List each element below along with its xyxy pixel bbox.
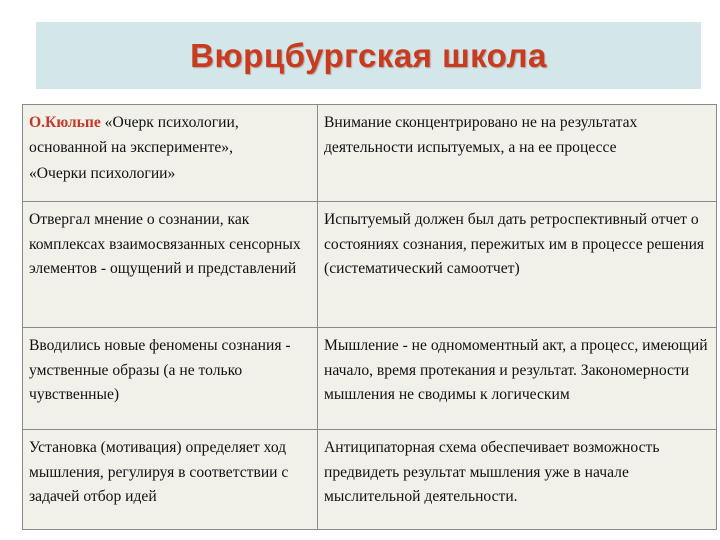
table-row [23, 430, 717, 530]
book-titles: «Очерк психологии, основанной на эксперименте», [29, 114, 239, 156]
book-title-second: «Очерки психологии» [29, 165, 176, 182]
table-cell-left: Вводились новые феномены сознания - умственные образы (а не только чувственные) [23, 328, 318, 430]
table-cell-left [23, 105, 318, 202]
table-row [23, 105, 717, 202]
author-name: О.Кюльпе [29, 114, 101, 131]
comparison-table [22, 104, 717, 530]
slide-title: Вюрцбургская школа [190, 36, 547, 74]
table-row [23, 202, 717, 328]
table-row [23, 328, 717, 430]
table-cell-left: Установка (мотивация) определяет ход мышления, регулируя в соответствии с задачей отбор идей [23, 430, 318, 530]
table-cell-right: Испытуемый должен был дать ретроспективный отчет о состояниях сознания, пережитых им в процессе решения (систематический самоотчет) [318, 202, 717, 328]
title-banner [36, 22, 701, 89]
table-cell-right: Внимание сконцентрировано не на результатах деятельности испытуемых, а на ее процессе [318, 105, 717, 202]
table-cell-right: Антиципаторная схема обеспечивает возможность предвидеть результат мышления уже в начале мыслительной деятельности. [318, 430, 717, 530]
table-cell-left: Отвергал мнение о сознании, как комплексах взаимосвязанных сенсорных элементов - ощущений и представлений [23, 202, 318, 328]
table-cell-right: Мышление - не одномоментный акт, а процесс, имеющий начало, время протекания и результат. Закономерности мышления не сводимы к логическим [318, 328, 717, 430]
